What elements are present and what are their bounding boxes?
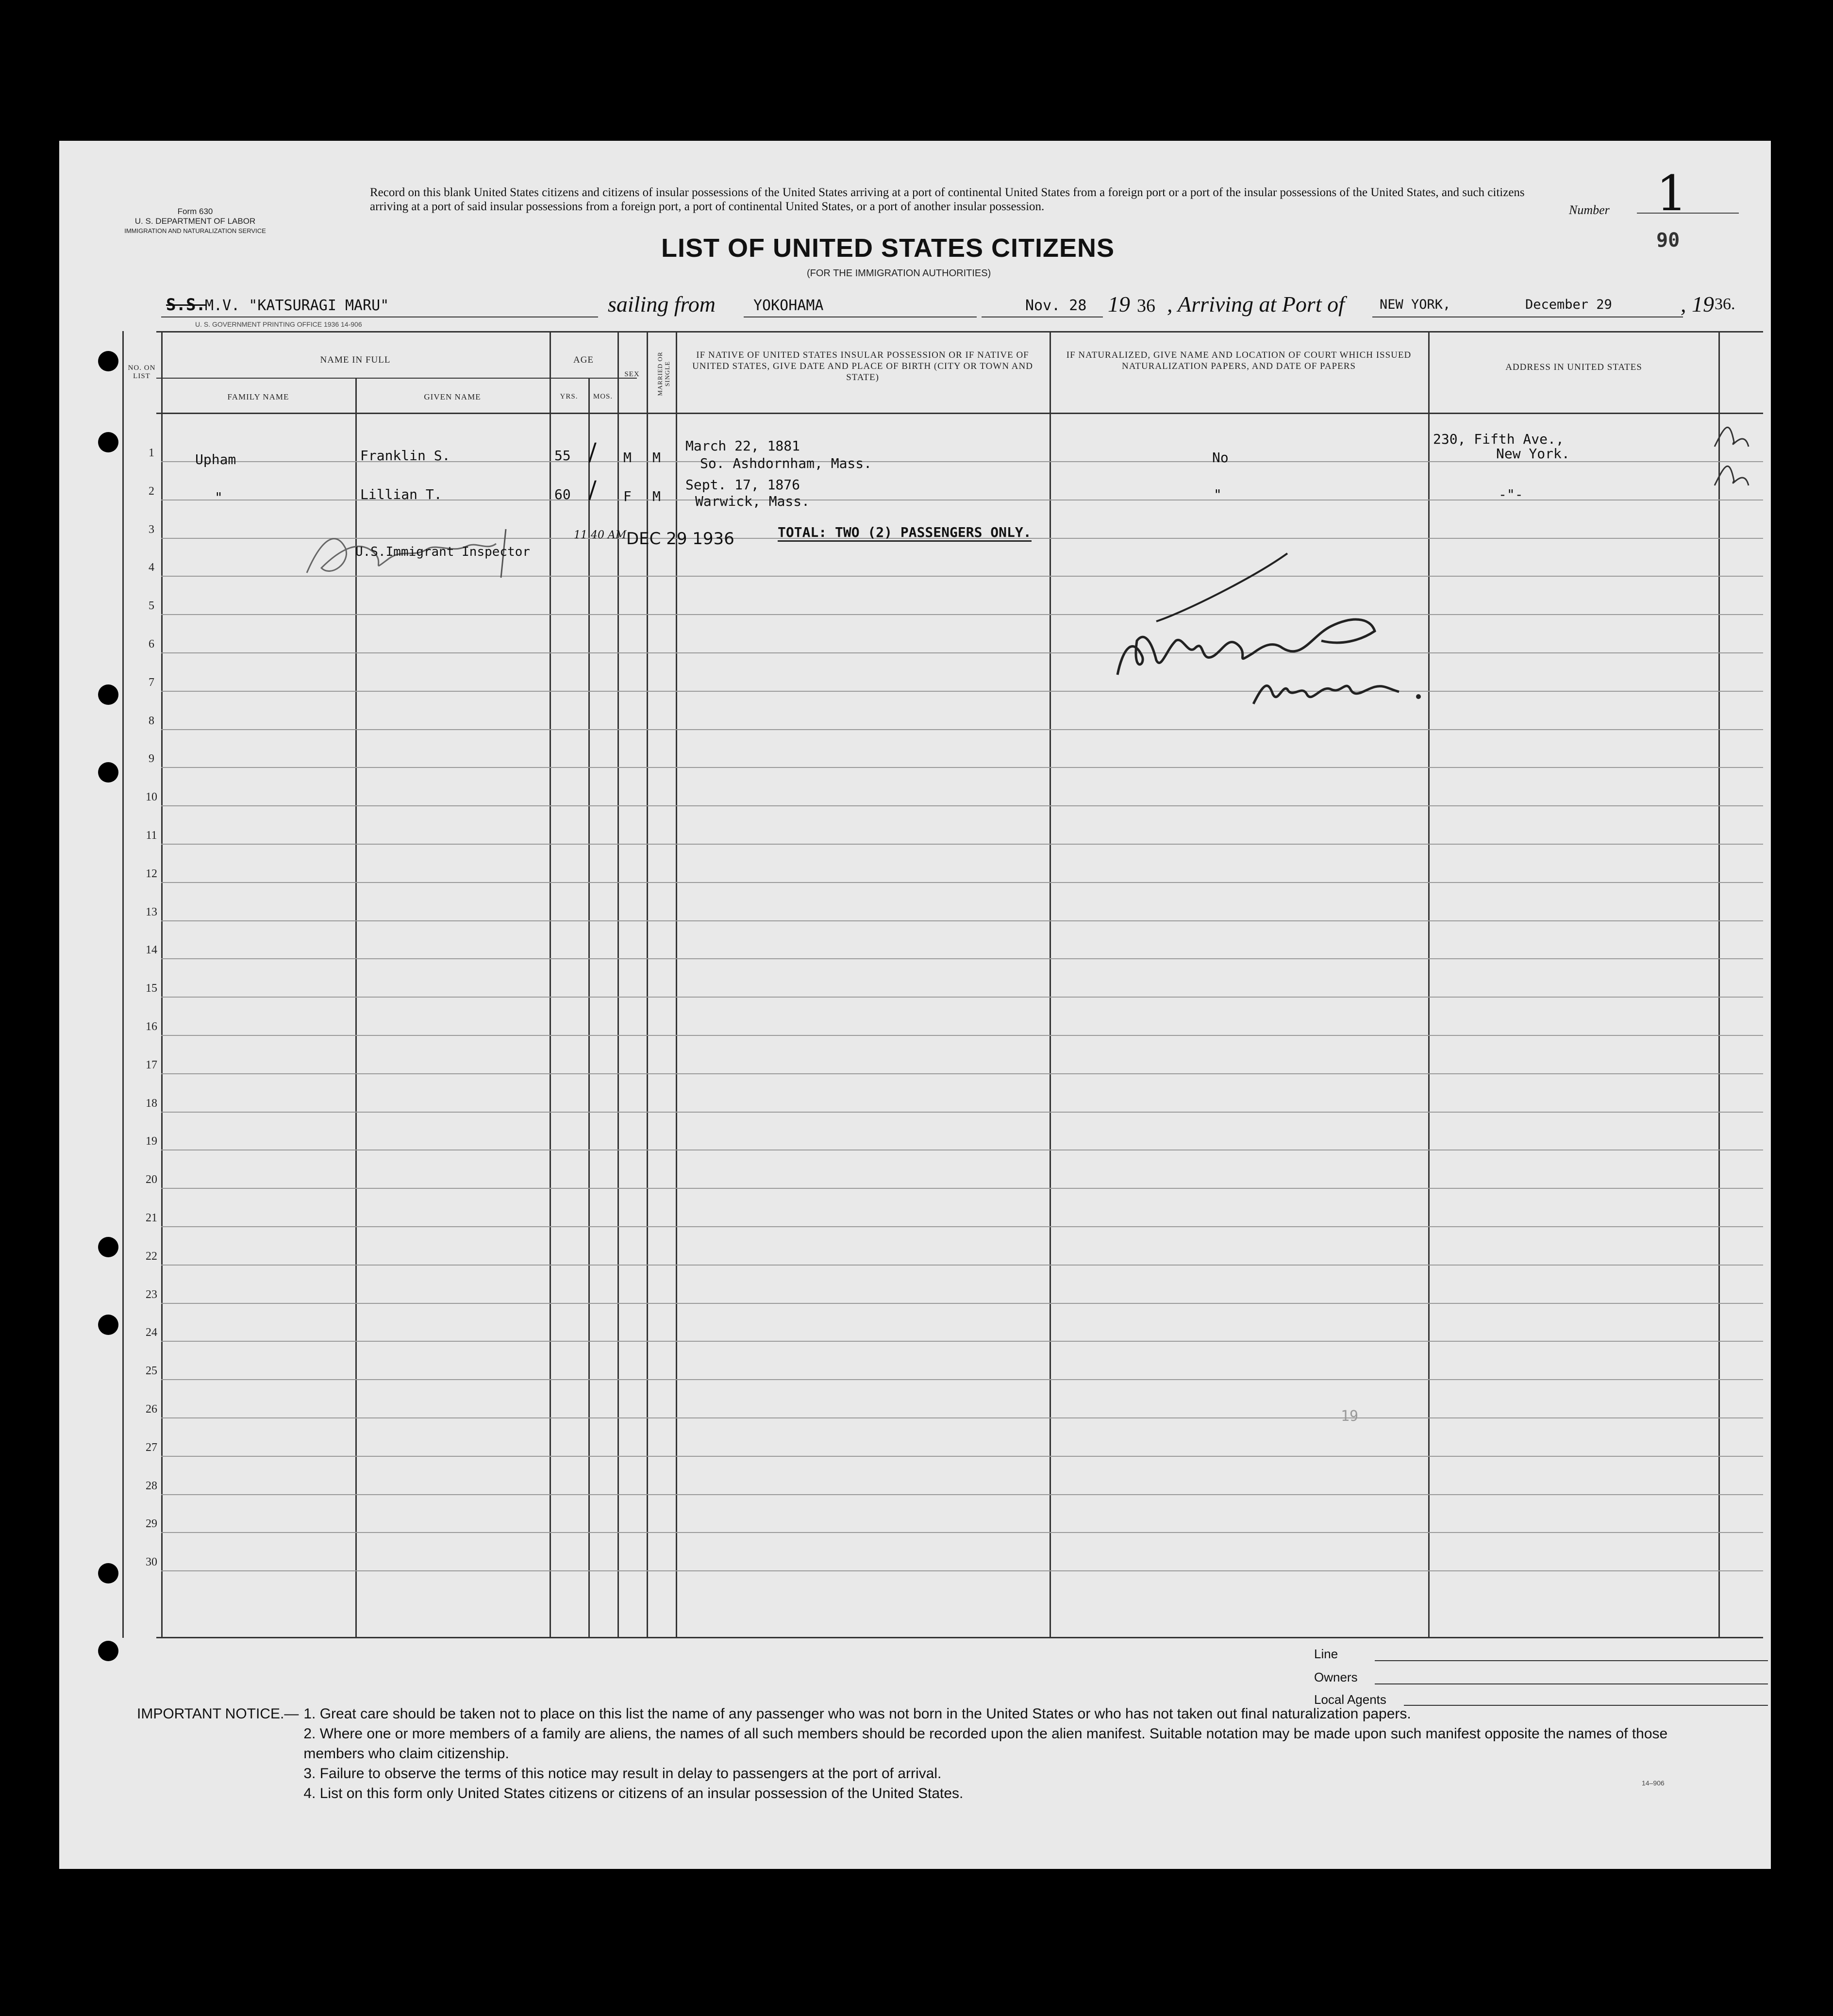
arrival-year-prefix: , 19 [1681,292,1714,317]
punch-hole [98,762,118,783]
header-mos: MOS. [593,393,613,400]
name-subheader-line [156,378,637,379]
row-rule [161,1188,1763,1189]
header-age: AGE [573,355,594,365]
manifest-sheet [59,141,1771,1869]
row-number: 5 [149,600,154,613]
row-number: 20 [146,1173,157,1186]
printer-note: U. S. GOVERNMENT PRINTING OFFICE 1936 14-906 [195,320,362,328]
col-birth-line [1050,331,1051,1638]
total-passengers: TOTAL: TWO (2) PASSENGERS ONLY. [778,524,1032,542]
ship-name: M.V. "KATSURAGI MARU" [205,297,389,314]
row-number: 21 [146,1212,157,1224]
inspector-title: U.S.Immigrant Inspector [355,545,531,559]
row1-address-line2: New York. [1496,446,1570,462]
row1-birth-date: March 22, 1881 [685,438,800,454]
row-rule [161,767,1763,768]
important-notice [137,1704,1710,1803]
header-family-name: FAMILY NAME [227,392,289,401]
row-number: 11 [146,829,157,842]
punch-hole [98,432,118,452]
row-rule [161,958,1763,959]
row-number: 26 [146,1403,157,1416]
row-rule [161,1073,1763,1074]
line-label: Line [1314,1647,1338,1661]
header-married: MARRIED OR SINGLE [656,351,671,396]
ship-prefix-struck: S.S. [166,295,206,315]
sailing-from-label: sailing from [608,292,716,317]
arriving-label: , Arriving at Port of [1167,292,1345,317]
row2-family-name: " [215,489,223,505]
row-number: 1 [149,447,154,459]
port-from: YOKOHAMA [753,297,824,314]
number-label: Number [1569,203,1610,217]
row1-birth-place: So. Ashdornham, Mass. [700,455,872,471]
header-yrs: YRS. [560,393,578,400]
date-stamp: DEC 29 1936 [626,529,734,549]
header-address: ADDRESS IN UNITED STATES [1505,362,1642,372]
col-nat-line [1428,331,1430,1638]
row-number: 10 [146,791,157,804]
row1-yrs: 55 [554,448,571,464]
header-no: NO. ON LIST [128,364,156,380]
row1-given-name: Franklin S. [360,448,450,464]
row-rule [161,1379,1763,1380]
row-number: 7 [149,676,154,689]
row-rule [161,997,1763,998]
number-underline [1637,213,1739,214]
row-rule [161,882,1763,883]
row-number: 25 [146,1365,157,1378]
row-number: 12 [146,867,157,880]
port-to: NEW YORK, [1380,297,1451,312]
form-number: Form 630 [177,207,213,216]
row2-married: M [652,488,661,504]
row-rule [161,1226,1763,1227]
header-naturalized: IF NATURALIZED, GIVE NAME AND LOCATION OF COURT WHICH ISSUED NATURALIZATION PAPERS, AND DATE OF PAPERS [1066,350,1412,371]
depart-year-prefix: 19 [1108,292,1130,317]
row-number: 4 [149,561,154,574]
header-birth: IF NATIVE OF UNITED STATES INSULAR POSSESSION OR IF NATIVE OF UNITED STATES, GIVE DATE AND PLACE OF BIRTH (CITY OR TOWN AND STATE) [692,350,1033,383]
arrival-date: December 29 [1525,297,1612,312]
inspector-time: 11 40 AM [574,529,627,541]
department-name: U. S. DEPARTMENT OF LABOR [134,217,256,226]
row2-yrs: 60 [554,486,571,502]
row-number: 13 [146,905,157,918]
arrival-year: 36. [1715,295,1735,313]
owners-field [1375,1683,1768,1684]
row2-birth-date: Sept. 17, 1876 [685,477,800,493]
row1-married: M [652,450,661,466]
depart-year: 36 [1137,296,1155,316]
row-number: 14 [146,944,157,957]
notice-item: 3. Failure to observe the terms of this notice may result in delay to passengers at the port of arrival. [303,1766,942,1782]
page-title: LIST OF UNITED STATES CITIZENS [661,233,1115,263]
row-number: 24 [146,1326,157,1339]
row1-naturalized: No [1212,450,1229,466]
row-rule [161,1570,1763,1571]
punch-hole [98,1237,118,1257]
notice-item: 1. Great care should be taken not to place on this list the name of any passenger who was not born in the United States or who has not taken out final naturalization papers. [303,1706,1411,1722]
row-rule [161,614,1763,615]
form-info [103,207,287,236]
row-rule [161,805,1763,806]
row2-given-name: Lillian T. [360,486,442,502]
row-number: 19 [146,1135,157,1148]
margin-mark: 19 [1341,1408,1359,1425]
row-rule [161,1112,1763,1113]
depart-date: Nov. 28 [1025,297,1087,314]
header-bottom-border [156,413,1763,414]
row2-address: -"- [1499,486,1523,502]
punch-hole [98,1563,118,1583]
row-number: 6 [149,638,154,650]
row-rule [161,1456,1763,1457]
row-rule [161,1494,1763,1495]
row-number: 30 [146,1556,157,1569]
row2-naturalized: " [1214,486,1222,502]
notice-heading: IMPORTANT NOTICE.— [137,1706,299,1722]
row1-address-line1: 230, Fifth Ave., [1433,431,1564,447]
row1-mos: / [588,438,597,466]
row-rule [161,1303,1763,1304]
row-number: 22 [146,1250,157,1263]
table-bottom-border [156,1637,1763,1638]
row-rule [161,1417,1763,1418]
row-number: 2 [149,484,154,498]
row1-sex: M [623,450,632,466]
col-address-line [1718,331,1720,1638]
col-married-line [676,331,677,1638]
row-rule [161,844,1763,845]
notice-item: 4. List on this form only United States citizens or citizens of an insular possession of the United States. [303,1785,964,1801]
row-number: 27 [146,1441,157,1454]
row-number: 17 [146,1058,157,1071]
row-rule [161,652,1763,653]
service-name: IMMIGRATION AND NATURALIZATION SERVICE [124,227,266,234]
row-number: 16 [146,1020,157,1033]
row2-birth-place: Warwick, Mass. [695,493,810,509]
header-sex: SEX [624,370,640,378]
left-border [122,331,124,1638]
row-rule [161,1341,1763,1342]
punch-hole [98,1641,118,1661]
page-subtitle: (FOR THE IMMIGRATION AUTHORITIES) [807,268,991,279]
row-number: 9 [149,752,154,766]
row-rule [161,691,1763,692]
row-number: 3 [149,523,154,536]
row-rule [161,729,1763,730]
row1-family-name: Upham [195,451,236,467]
agents-label: Local Agents [1314,1692,1386,1707]
row-number: 23 [146,1288,157,1301]
margin-initials [1705,413,1758,510]
row-number: 29 [146,1517,157,1531]
punch-hole [98,1315,118,1335]
row-rule [161,1035,1763,1036]
row-rule [161,1265,1763,1266]
header-given-name: GIVEN NAME [424,392,481,401]
table-top-border [156,331,1763,333]
row-number: 15 [146,982,157,995]
row-number: 28 [146,1479,157,1492]
form-code: 14–906 [1642,1779,1665,1787]
intro-text: Record on this blank United States citizens and citizens of insular possessions of the United States arriving at a port of continental United States from a foreign port or a port of the insular possessions of the United States, and such citizens arriving at a port of said insular possessions from a foreign port, a port of continental United States, or a port of another insular possession. [370,186,1525,213]
row-number: 18 [146,1097,157,1110]
col-sex-line [647,331,648,1638]
line-field [1375,1660,1768,1661]
owners-label: Owners [1314,1670,1358,1684]
list-number: 1 [1656,165,1687,222]
row-rule [161,1532,1763,1533]
master-signature [1059,544,1496,728]
punch-hole [98,351,118,371]
punch-hole [98,684,118,705]
row2-mos: / [588,476,597,504]
row-number: 8 [149,714,154,727]
notice-item: 2. Where one or more members of a family are aliens, the names of all such members should be recorded upon the alien manifest. Suitable notation may be made upon such manifest opposite the names of those members who claim citizenship. [303,1726,1668,1762]
header-name-in-full: NAME IN FULL [320,355,391,365]
page-number: 90 [1656,229,1680,251]
row2-sex: F [623,488,632,504]
row-rule [161,920,1763,921]
